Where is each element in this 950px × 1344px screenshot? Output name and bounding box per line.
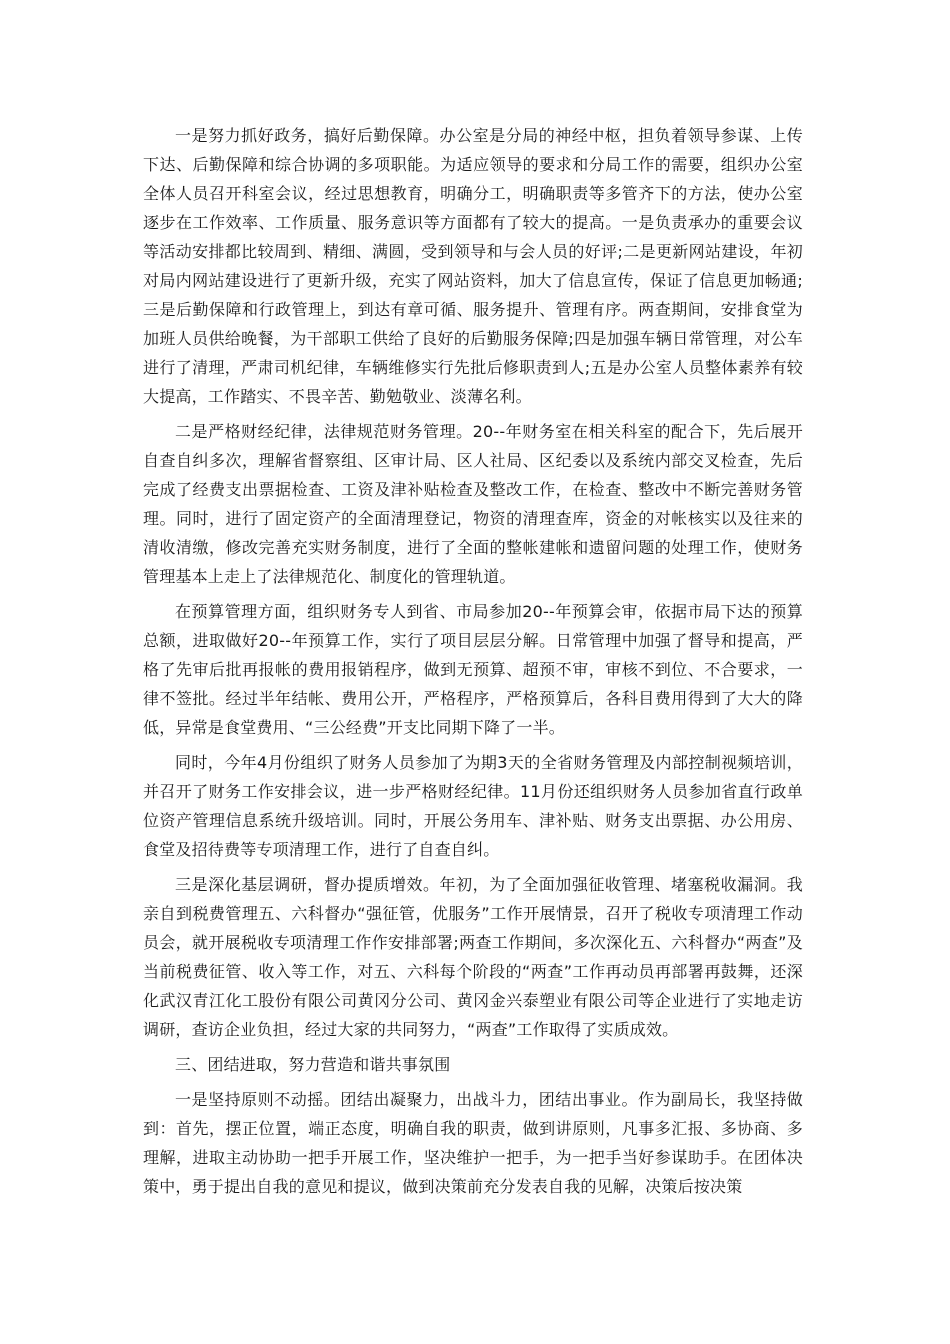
paragraph-principles: 一是坚持原则不动摇。团结出凝聚力，出战斗力，团结出事业。作为副局长，我坚持做到：首先，摆正位置，端正态度，明确自我的职责，做到讲原则，凡事多汇报、多协商、多理解，进取主动协助一把手开展工作，坚决维护一把手，为一把手当好参谋助手。在团体决策中，勇于提出自我的意见和提议，做到决策前充分发表自我的见解，决策后按决策: [143, 1090, 803, 1196]
paragraph-office-work: 一是努力抓好政务，搞好后勤保障。办公室是分局的神经中枢，担负着领导参谋、上传下达、后勤保障和综合协调的多项职能。为适应领导的要求和分局工作的需要，组织办公室全体人员召开科室会议，经过思想教育，明确分工，明确职责等多管齐下的方法，使办公室逐步在工作效率、工作质量、服务意识等方面都有了较大的提高。一是负责承办的重要会议等活动安排都比较周到、精细、满圆，受到领导和与会人员的好评;二是更新网站建设，年初对局内网站建设进行了更新升级，充实了网站资料，加大了信息宣传，保证了信息更加畅通;三是后勤保障和行政管理上，到达有章可循、服务提升、管理有序。两查期间，安排食堂为加班人员供给晚餐，为干部职工供给了良好的后勤服务保障;四是加强车辆日常管理，对公车进行了清理，严肃司机纪律，车辆维修实行先批后修职责到人;五是办公室人员整体素养有较大提高，工作踏实、不畏辛苦、勤勉敬业、淡薄名利。: [143, 126, 803, 406]
document-body: [143, 121, 803, 1207]
paragraph-finance-discipline: 二是严格财经纪律，法律规范财务管理。20--年财务室在相关科室的配合下，先后展开自查自纠多次，理解省督察组、区审计局、区人社局、区纪委以及系统内部交叉检查，先后完成了经费支出票据检查、工资及津补贴检查及整改工作，在检查、整改中不断完善财务管理。同时，进行了固定资产的全面清理登记，物资的清理查库，资金的对帐核实以及往来的清收清缴，修改完善充实财务制度，进行了全面的整帐建帐和遗留问题的处理工作，使财务管理基本上走上了法律规范化、制度化的管理轨道。: [143, 422, 803, 586]
paragraph-field-research: 三是深化基层调研，督办提质增效。年初，为了全面加强征收管理、堵塞税收漏洞。我亲自到税费管理五、六科督办“强征管，优服务”工作开展情景，召开了税收专项清理工作动员会，就开展税收专项清理工作作安排部署;两查工作期间，多次深化五、六科督办“两查”及当前税费征管、收入等工作，对五、六科每个阶段的“两查”工作再动员再部署再鼓舞，还深化武汉青江化工股份有限公司黄冈分公司、黄冈金兴泰塑业有限公司等企业进行了实地走访调研，查访企业负担，经过大家的共同努力，“两查”工作取得了实质成效。: [143, 875, 803, 1039]
paragraph-training: 同时，今年4月份组织了财务人员参加了为期3天的全省财务管理及内部控制视频培训，并召开了财务工作安排会议，进一步严格财经纪律。11月份还组织财务人员参加省直行政单位资产管理信息系统升级培训。同时，开展公务用车、津补贴、财务支出票据、办公用房、食堂及招待费等专项清理工作，进行了自查自纠。: [143, 753, 803, 859]
paragraph-budget-management: 在预算管理方面，组织财务专人到省、市局参加20--年预算会审，依据市局下达的预算总额，进取做好20--年预算工作，实行了项目层层分解。日常管理中加强了督导和提高，严格了先审后批再报帐的费用报销程序，做到无预算、超预不审，审核不到位、不合要求，一律不签批。经过半年结帐、费用公开，严格程序，严格预算后，各科目费用得到了大大的降低，异常是食堂费用、“三公经费”开支比同期下降了一半。: [143, 602, 803, 737]
section-heading-unity: 三、团结进取，努力营造和谐共事氛围: [175, 1055, 451, 1074]
